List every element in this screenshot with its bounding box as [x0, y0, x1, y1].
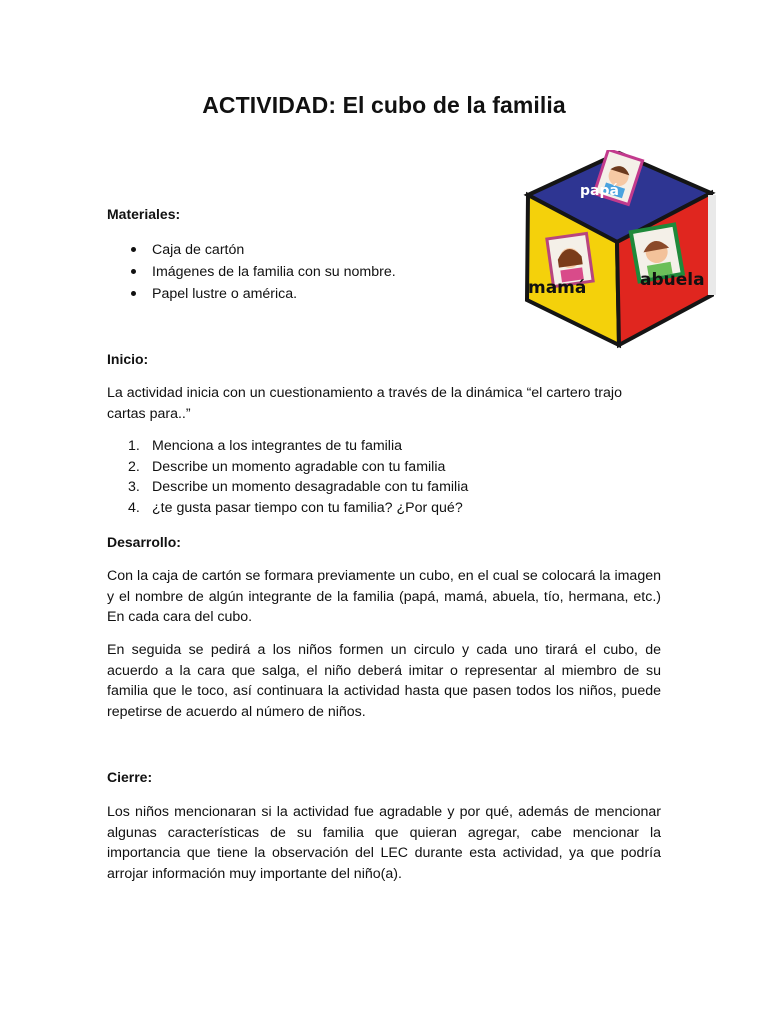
cierre-paragraph: Los niños mencionaran si la actividad fue agradable y por qué, además de mencionar algunas características de su familia que quieran agregar, cabe mencionar la importancia que tiene la observación del LEC durante esta actividad, ya que podría arrojar información muy importante del niño(a). — [107, 804, 661, 882]
inicio-steps-list — [107, 436, 468, 518]
materials-list — [107, 239, 396, 305]
page-title: ACTIVIDAD: El cubo de la familia — [202, 92, 566, 118]
list-item: Imágenes de la familia con su nombre. — [107, 261, 396, 283]
list-item: Caja de cartón — [107, 239, 396, 261]
list-item: 1. Menciona a los integrantes de tu familia — [128, 438, 402, 454]
list-item: 2. Describe un momento agradable con tu familia — [128, 458, 446, 475]
desarrollo-paragraph-1: Con la caja de cartón se formara previamente un cubo, en el cual se colocará la imagen y el nombre de algún integrante de la familia (papá, mamá, abuela, tío, hermana, etc.) En cada cara del cubo. — [107, 568, 661, 625]
list-item: 3. Describe un momento desagradable con tu familia — [128, 479, 469, 496]
cierre-heading: Cierre: — [107, 769, 153, 785]
cube-label-abuela: abuela — [640, 270, 705, 290]
bullet-icon — [131, 291, 136, 296]
cube-label-papa: papá — [580, 183, 619, 199]
desarrollo-paragraph-2: En seguida se pedirá a los niños formen un circulo y cada uno tirará el cubo, de acuerdo a la cara que salga, el niño deberá imitar o representar al miembro de su familia que le toco, así continuara la actividad hasta que pasen todos los niños, puede repetirse de acuerdo al número de niños. — [107, 642, 661, 720]
list-item: Papel lustre o américa. — [107, 283, 396, 305]
cube-label-mama: mamá — [528, 278, 587, 298]
bullet-icon — [131, 247, 136, 252]
desarrollo-heading: Desarrollo: — [107, 534, 181, 550]
list-item: 4. ¿te gusta pasar tiempo con tu familia? ¿Por qué? — [128, 499, 463, 516]
materials-heading: Materiales: — [107, 206, 181, 222]
inicio-intro: La actividad inicia con un cuestionamiento a través de la dinámica “el cartero trajo cartas para..” — [107, 385, 622, 422]
inicio-heading: Inicio: — [107, 351, 149, 367]
family-cube-illustration — [522, 150, 717, 350]
bullet-icon — [131, 269, 136, 274]
